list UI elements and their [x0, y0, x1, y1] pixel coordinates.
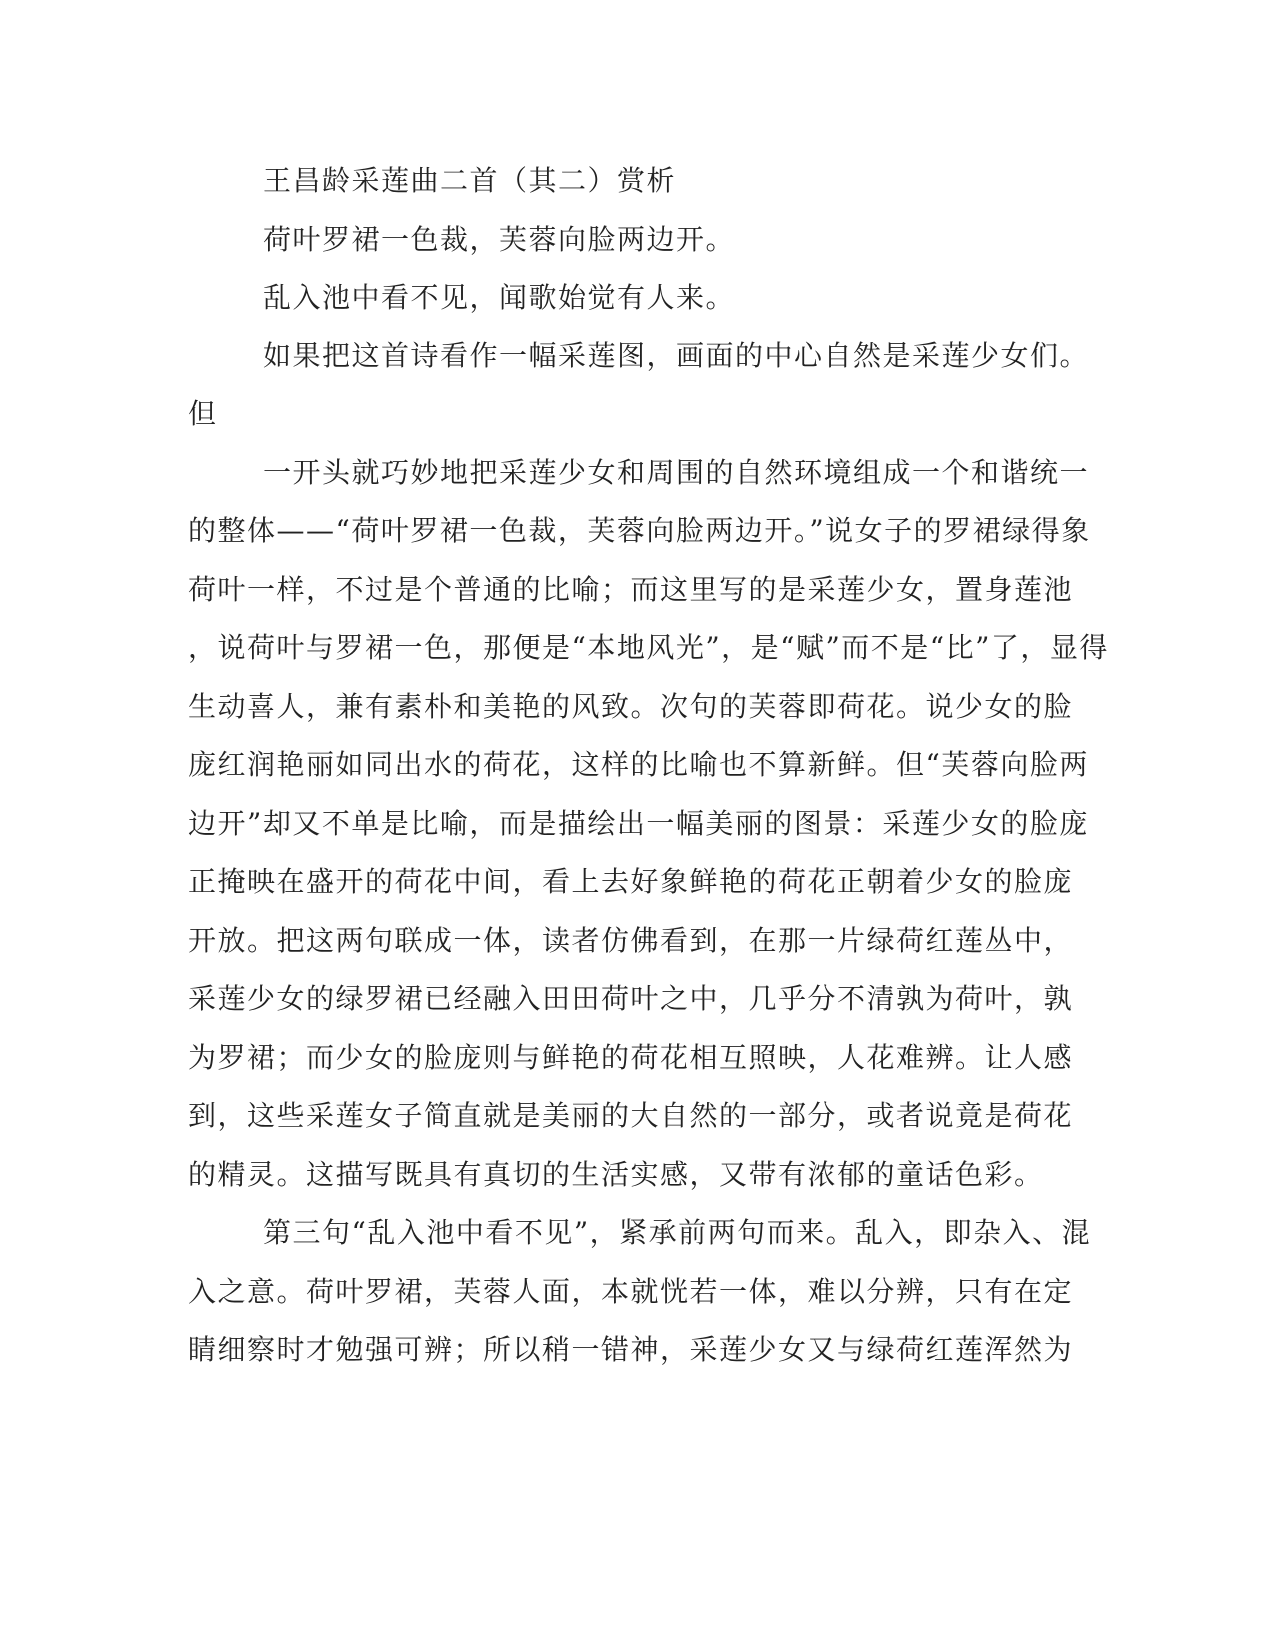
body-line: ，说荷叶与罗裙一色，那便是“本地风光”，是“赋”而不是“比”了，显得 — [188, 631, 1109, 664]
poem-line: 乱入池中看不见，闻歌始觉有人来。 — [263, 281, 736, 314]
poem-line: 荷叶罗裙一色裁，芙蓉向脸两边开。 — [263, 223, 736, 256]
body-line: 开放。把这两句联成一体，读者仿佛看到，在那一片绿荷红莲丛中， — [188, 924, 1074, 957]
body-line: 边开”却又不单是比喻，而是描绘出一幅美丽的图景：采莲少女的脸庞 — [188, 807, 1089, 840]
body-line: 入之意。荷叶罗裙，芙蓉人面，本就恍若一体，难以分辨，只有在定 — [188, 1275, 1074, 1308]
body-line: 为罗裙；而少女的脸庞则与鲜艳的荷花相互照映，人花难辨。让人感 — [188, 1041, 1074, 1074]
body-line: 但 — [188, 397, 218, 430]
body-line: 到，这些采莲女子简直就是美丽的大自然的一部分，或者说竟是荷花 — [188, 1099, 1074, 1132]
body-line: 一开头就巧妙地把采莲少女和周围的自然环境组成一个和谐统一 — [263, 456, 1090, 489]
body-line: 的精灵。这描写既具有真切的生活实感，又带有浓郁的童话色彩。 — [188, 1158, 1044, 1191]
body-line: 正掩映在盛开的荷花中间，看上去好象鲜艳的荷花正朝着少女的脸庞 — [188, 865, 1074, 898]
body-line: 睛细察时才勉强可辨；所以稍一错神，采莲少女又与绿荷红莲浑然为 — [188, 1333, 1074, 1366]
body-line: 如果把这首诗看作一幅采莲图，画面的中心自然是采莲少女们。 — [263, 339, 1090, 372]
body-line: 采莲少女的绿罗裙已经融入田田荷叶之中，几乎分不清孰为荷叶，孰 — [188, 982, 1074, 1015]
body-line: 荷叶一样，不过是个普通的比喻；而这里写的是采莲少女，置身莲池 — [188, 573, 1074, 606]
document-title: 王昌龄采莲曲二首（其二）赏析 — [263, 164, 677, 197]
body-line: 第三句“乱入池中看不见”，紧承前两句而来。乱入，即杂入、混 — [263, 1216, 1092, 1249]
body-line: 生动喜人，兼有素朴和美艳的风致。次句的芙蓉即荷花。说少女的脸 — [188, 690, 1074, 723]
body-line: 庞红润艳丽如同出水的荷花，这样的比喻也不算新鲜。但“芙蓉向脸两 — [188, 748, 1089, 781]
body-line: 的整体——“荷叶罗裙一色裁，芙蓉向脸两边开。”说女子的罗裙绿得象 — [188, 514, 1091, 547]
